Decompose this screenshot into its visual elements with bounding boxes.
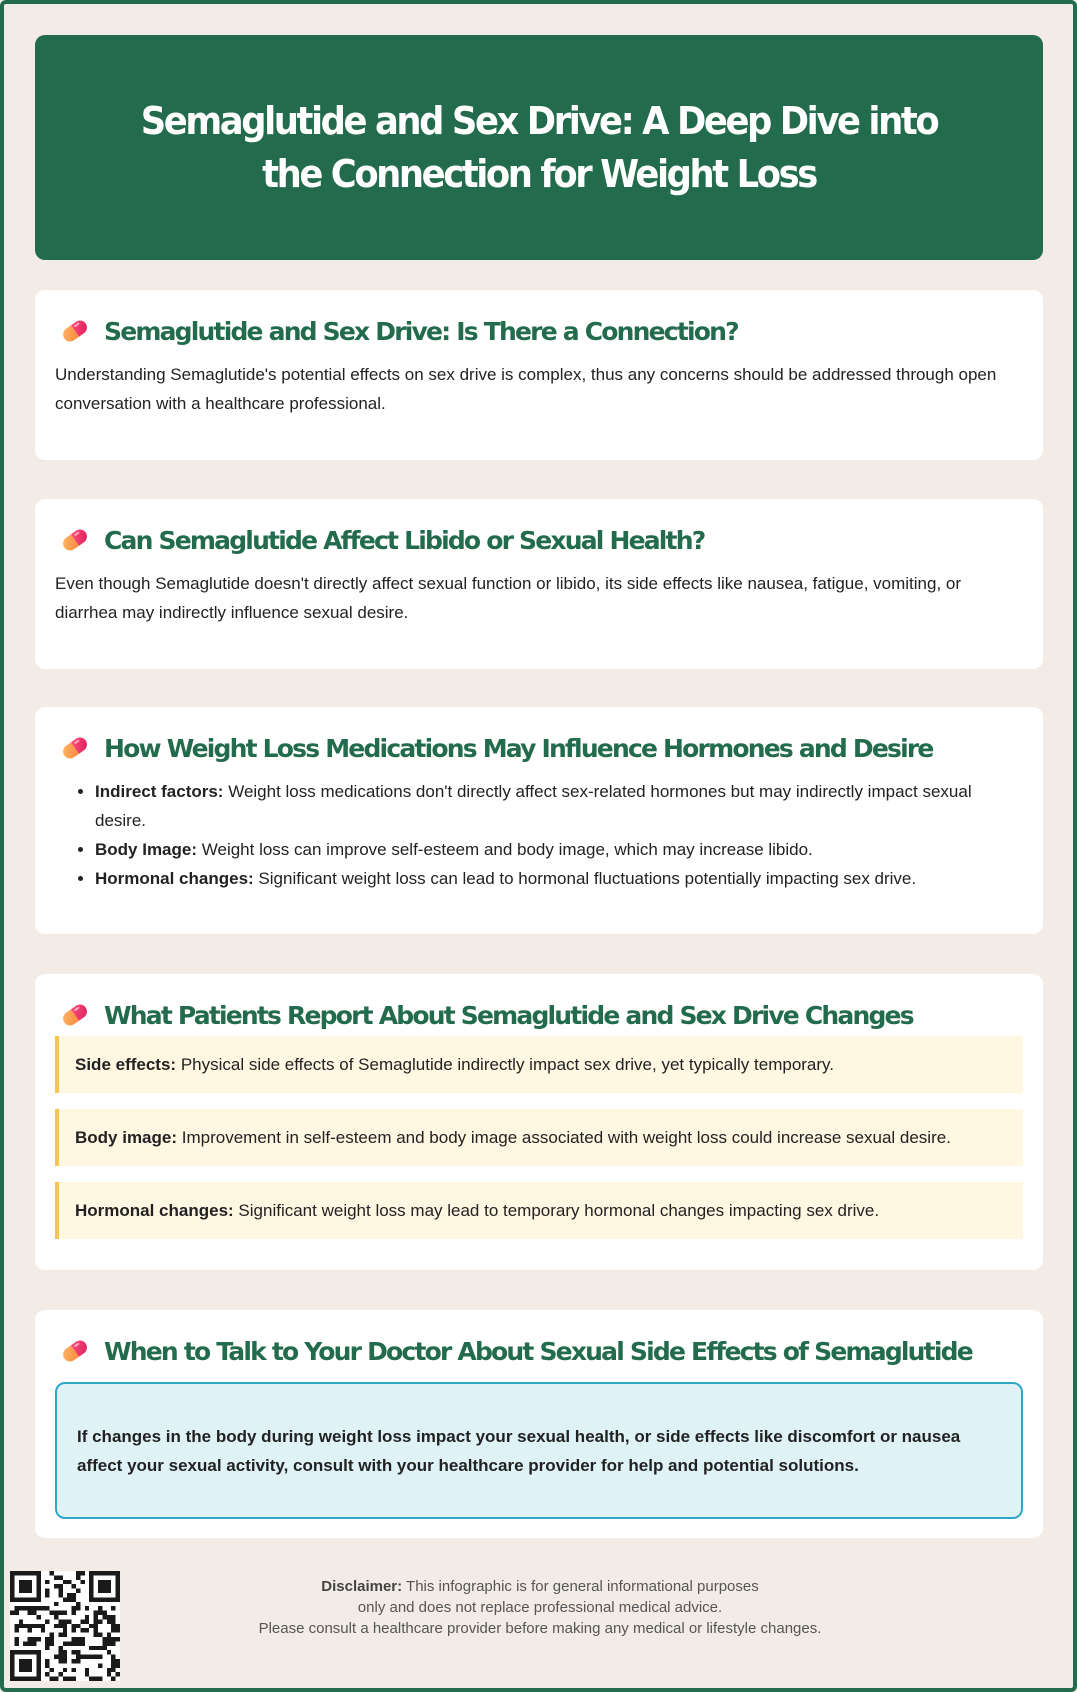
report-label: Hormonal changes: — [75, 1200, 234, 1220]
report-text: Improvement in self-esteem and body image associated with weight loss could increase sexual desire. — [177, 1127, 951, 1147]
list-item-label: Hormonal changes: — [95, 869, 254, 888]
list-item-text: Weight loss medications don't directly affect sex-related hormones but may indirectly impact sexual desire. — [95, 782, 972, 830]
section-body: Even though Semaglutide doesn't directly affect sexual function or libido, its side effects like nausea, fatigue, vomiting, or diarrhea may indirectly influence sexual desire. — [55, 574, 962, 622]
section-heading — [55, 727, 1023, 769]
section-title: How Weight Loss Medications May Influence Hormones and Desire — [104, 733, 933, 763]
page-header — [35, 35, 1043, 260]
pill-icon — [58, 526, 92, 554]
report-text: Significant weight loss may lead to temporary hormonal changes impacting sex drive. — [233, 1200, 880, 1220]
pill-icon — [58, 1001, 92, 1029]
pill-icon — [58, 734, 92, 762]
section-heading — [55, 994, 1023, 1036]
pill-icon — [58, 1337, 92, 1365]
report-item — [55, 1109, 1023, 1166]
section-body: Understanding Semaglutide's potential effects on sex drive is complex, thus any concerns should be addressed through open conversation with a healthcare professional. — [55, 365, 997, 413]
bullet-list — [55, 777, 1023, 893]
section-card-connection — [35, 290, 1043, 460]
report-label: Body image: — [75, 1127, 178, 1147]
section-card-hormones — [35, 707, 1043, 934]
disclaimer-line: This infographic is for general informational purposes — [402, 1578, 759, 1595]
list-item-text: Weight loss can improve self-esteem and body image, which may increase libido. — [197, 840, 813, 859]
section-title: Can Semaglutide Affect Libido or Sexual Health? — [104, 525, 705, 555]
disclaimer — [200, 1576, 880, 1639]
report-text: Physical side effects of Semaglutide indirectly impact sex drive, yet typically temporary. — [176, 1054, 835, 1074]
section-heading — [55, 1330, 1023, 1372]
section-title: Semaglutide and Sex Drive: Is There a Connection? — [104, 316, 738, 346]
callout-text: If changes in the body during weight loss impact your sexual health, or side effects like discomfort or nausea affect your sexual activity, consult with your healthcare provider for help and potential solutions. — [77, 1426, 961, 1475]
section-title: What Patients Report About Semaglutide and Sex Drive Changes — [104, 1000, 913, 1030]
section-card-libido — [35, 499, 1043, 669]
list-item-label: Indirect factors: — [95, 782, 224, 801]
doctor-callout — [55, 1382, 1023, 1519]
section-heading — [55, 519, 1023, 561]
section-card-patient-reports — [35, 974, 1043, 1270]
list-item — [95, 835, 1023, 864]
list-item-text: Significant weight loss can lead to hormonal fluctuations potentially impacting sex drive. — [253, 869, 917, 888]
section-card-talk-to-doctor — [35, 1310, 1043, 1538]
disclaimer-label: Disclaimer: — [321, 1578, 403, 1595]
section-title: When to Talk to Your Doctor About Sexual Side Effects of Semaglutide — [104, 1336, 972, 1366]
list-item — [95, 864, 1023, 893]
section-heading — [55, 310, 1023, 352]
report-item — [55, 1036, 1023, 1093]
list-item — [95, 777, 1023, 835]
disclaimer-line: only and does not replace professional medical advice. — [357, 1599, 723, 1616]
qr-code-icon[interactable] — [10, 1571, 120, 1681]
report-item — [55, 1182, 1023, 1239]
list-item-label: Body Image: — [95, 840, 198, 859]
disclaimer-line: Please consult a healthcare provider before making any medical or lifestyle changes. — [258, 1620, 822, 1637]
report-label: Side effects: — [75, 1054, 177, 1074]
pill-icon — [58, 317, 92, 345]
page-title: Semaglutide and Sex Drive: A Deep Dive into the Connection for Weight Loss — [140, 98, 938, 196]
